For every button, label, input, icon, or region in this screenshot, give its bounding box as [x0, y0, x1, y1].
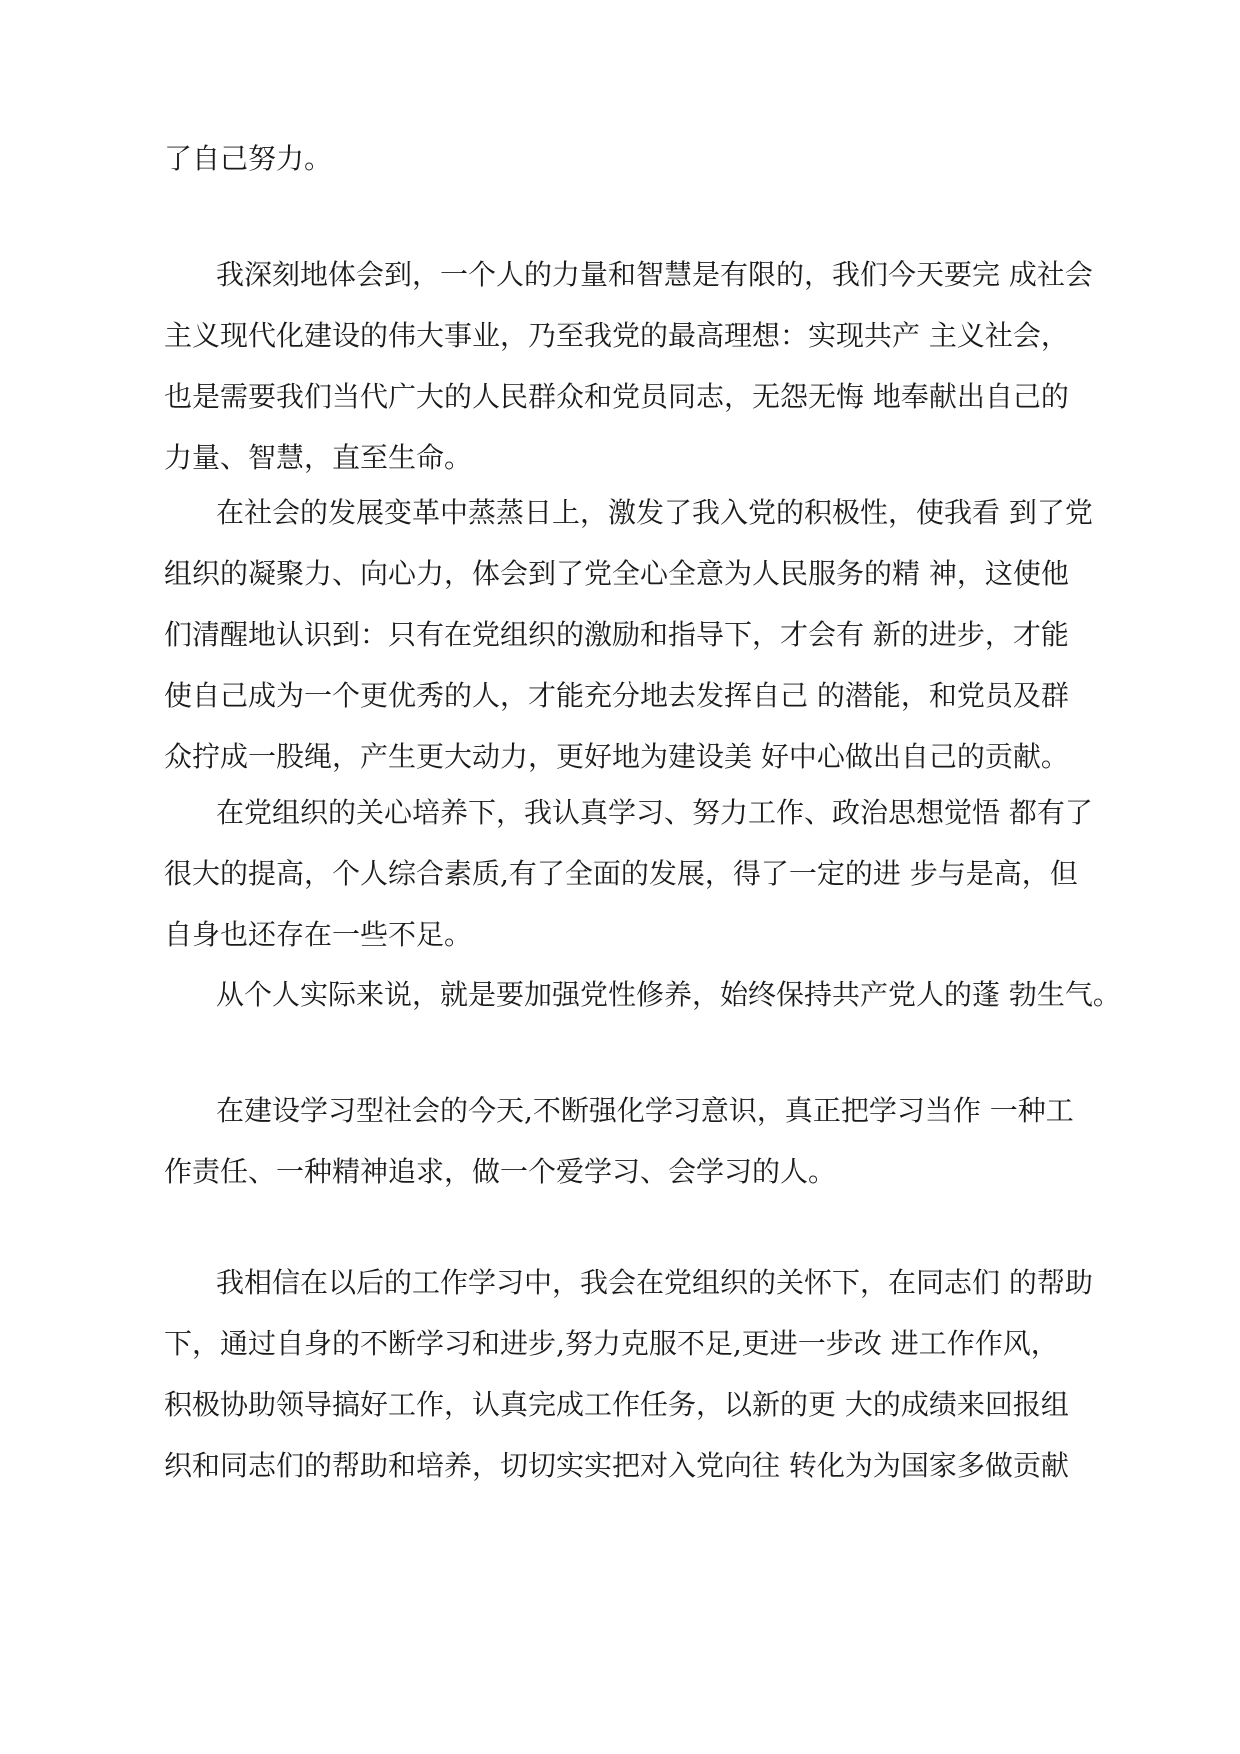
- text-line: 在党组织的关心培养下，我认真学习、努力工作、政治思想觉悟 都有了: [216, 796, 1093, 829]
- text-line: 织和同志们的帮助和培养，切切实实把对入党向往 转化为为国家多做贡献: [164, 1449, 1069, 1482]
- paragraph: [164, 1080, 1076, 1202]
- text-line: 从个人实际来说，就是要加强党性修养，始终保持共产党人的蓬 勃生气。: [216, 978, 1121, 1011]
- text-line: 很大的提高，个人综合素质,有了全面的发展，得了一定的进 步与是高，但: [164, 857, 1078, 890]
- text-line: 作责任、一种精神追求，做一个爱学习、会学习的人。: [164, 1155, 837, 1188]
- paragraph: [164, 964, 1121, 1025]
- text-line: 了自己努力。: [164, 142, 333, 175]
- paragraph: [164, 244, 1093, 488]
- text-line: 力量、智慧，直至生命。: [164, 441, 473, 474]
- text-line: 积极协助领导搞好工作，认真完成工作任务，以新的更 大的成绩来回报组: [164, 1388, 1069, 1421]
- text-line: 下，通过自身的不断学习和进步,努力克服不足,更进一步改 进工作作风，: [164, 1327, 1059, 1360]
- text-line: 使自己成为一个更优秀的人，才能充分地去发挥自己 的潜能，和党员及群: [164, 679, 1069, 712]
- text-line: 也是需要我们当代广大的人民群众和党员同志，无怨无悔 地奉献出自己的: [164, 380, 1069, 413]
- text-line: 在建设学习型社会的今天,不断强化学习意识，真正把学习当作 一种工: [216, 1094, 1074, 1127]
- text-line: 自身也还存在一些不足。: [164, 918, 473, 951]
- text-line: 众拧成一股绳，产生更大动力，更好地为建设美 好中心做出自己的贡献。: [164, 740, 1069, 773]
- text-line: 在社会的发展变革中蒸蒸日上，激发了我入党的积极性，使我看 到了党: [216, 496, 1093, 529]
- text-line: 我相信在以后的工作学习中，我会在党组织的关怀下，在同志们 的帮助: [216, 1266, 1093, 1299]
- paragraph: [164, 1252, 1093, 1496]
- paragraph: [164, 482, 1093, 787]
- text-line: 主义现代化建设的伟大事业，乃至我党的最高理想：实现共产 主义社会，: [164, 319, 1069, 352]
- text-line: 组织的凝聚力、向心力，体会到了党全心全意为人民服务的精 神，这使他: [164, 557, 1069, 590]
- paragraph: [164, 782, 1093, 965]
- paragraph: [164, 128, 1076, 189]
- text-line: 我深刻地体会到，一个人的力量和智慧是有限的，我们今天要完 成社会: [216, 258, 1093, 291]
- text-line: 们清醒地认识到：只有在党组织的激励和指导下，才会有 新的进步，才能: [164, 618, 1069, 651]
